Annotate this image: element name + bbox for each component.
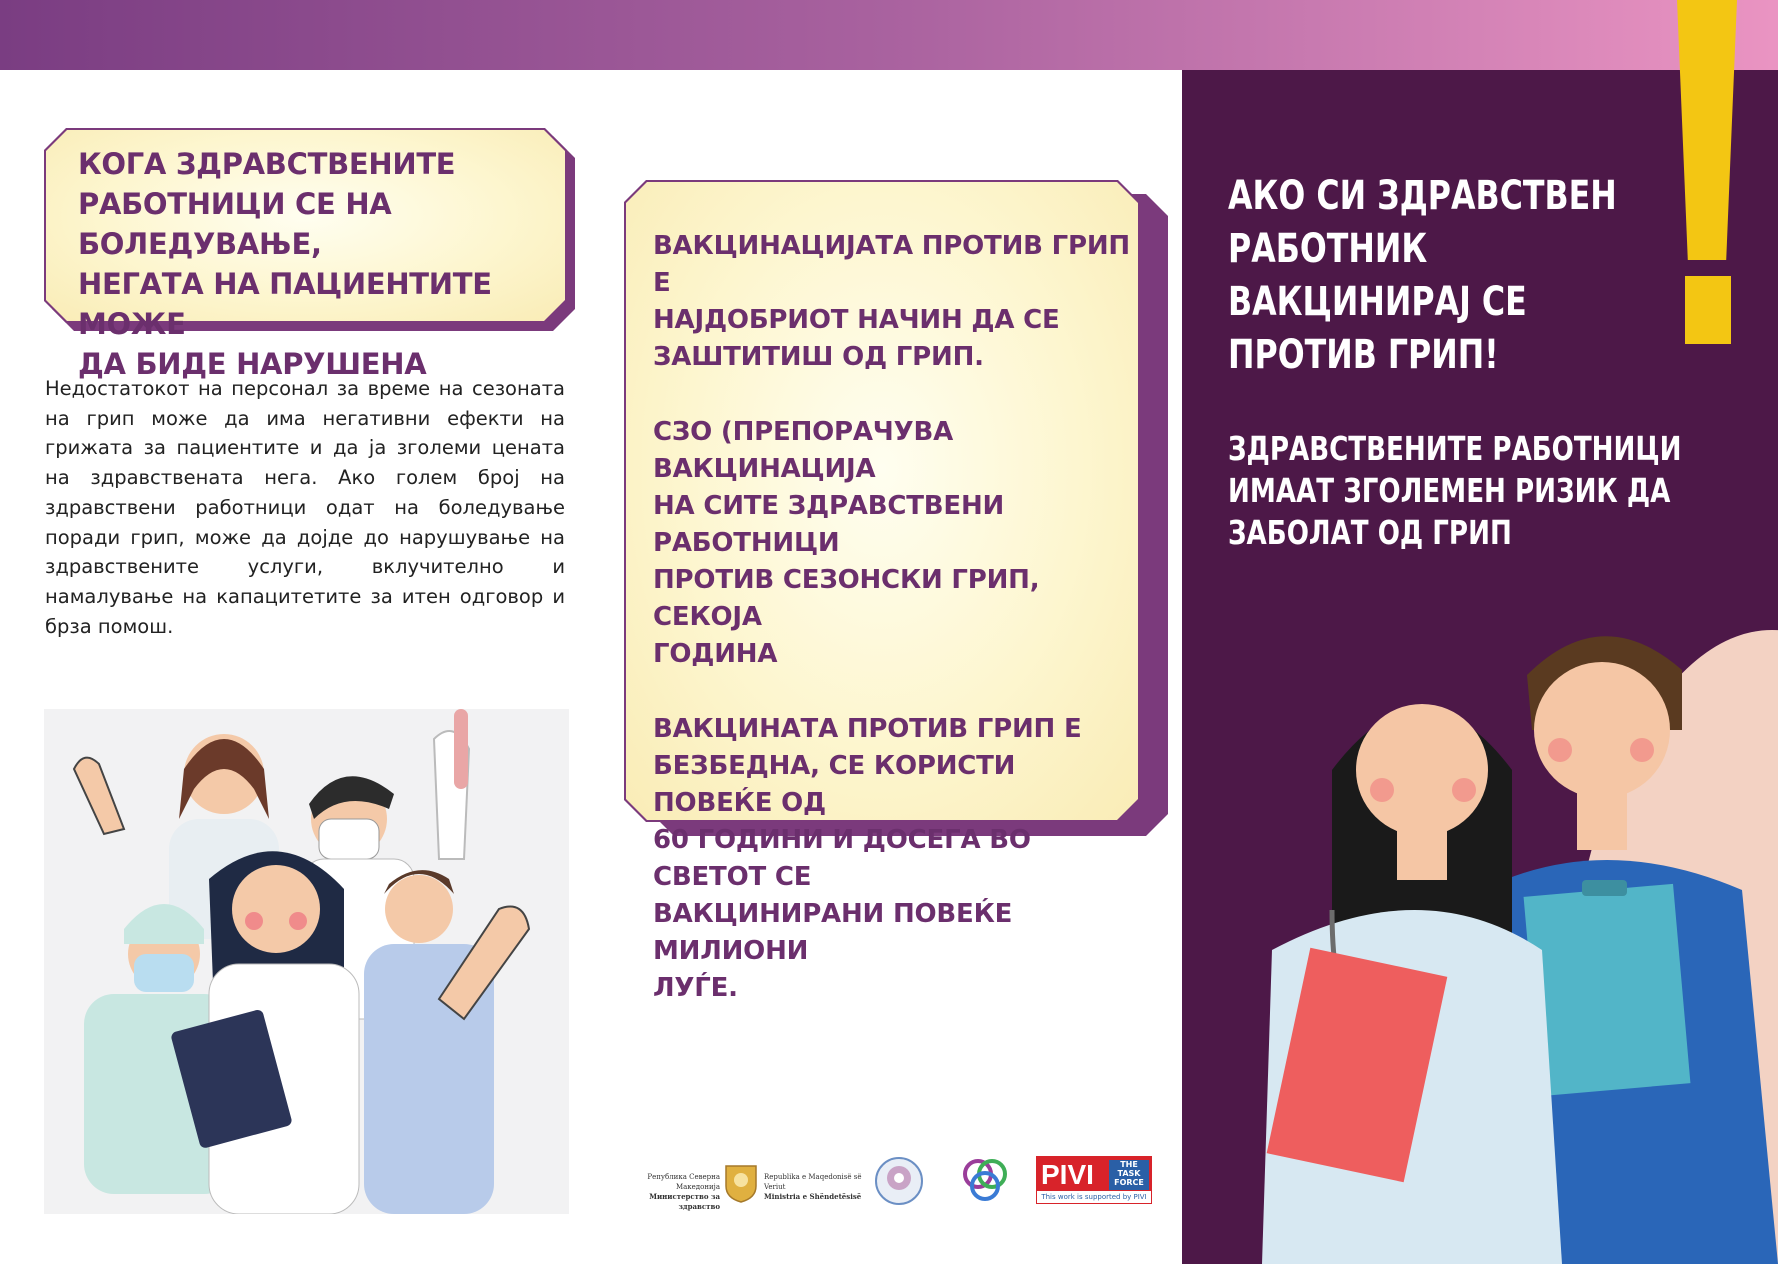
subheadline-line: ЗДРАВСТВЕНИТЕ РАБОТНИЦИ (1228, 429, 1682, 468)
heading-line: КОГА ЗДРАВСТВЕНИТЕ (78, 147, 456, 181)
fact-line: СЗО (ПРЕПОРАЧУВА ВАКЦИНАЦИЈА (653, 417, 954, 484)
headline-line: РАБОТНИК ВАКЦИНИРАЈ СЕ (1228, 226, 1527, 325)
fact-paragraph (653, 414, 1133, 673)
fact-line: НА СИТЕ ЗДРАВСТВЕНИ РАБОТНИЦИ (653, 491, 1005, 558)
heading-line: ДА БИДЕ НАРУШЕНА (78, 347, 427, 381)
heading-line: НЕГАТА НА ПАЦИЕНТИТЕ МОЖЕ (78, 267, 492, 341)
ministry-mk-country: Република Северна Македонија (647, 1173, 720, 1191)
fact-line: БЕЗБЕДНА, СЕ КОРИСТИ ПОВЕЌЕ ОД (653, 751, 1016, 818)
ministry-al-name: Ministria e Shëndetësisë (764, 1192, 862, 1201)
fact-line: ВАКЦИНАТА ПРОТИВ ГРИП Е (653, 714, 1082, 744)
pivi-wordmark: PIVI (1041, 1159, 1094, 1190)
body-paragraph: Недостатокот на персонал за време на сезоната на грип може да има негативни ефекти на грижата за пациентите и да ја зголеми цената на здравствената нега. Ако голем број на здравствени работници одат на боледување поради грип, може да дојде до нарушување на здравствените услуги, вклучително и намалување на капацитетите за итен одговор и брза помош. (45, 377, 565, 638)
facts-box (624, 180, 1140, 1003)
fact-line: ЛУЃЕ. (653, 973, 738, 1003)
fact-paragraph (653, 711, 1133, 1007)
subheadline (1228, 428, 1686, 554)
fact-line: НАЈДОБРИОТ НАЧИН ДА СЕ (653, 305, 1060, 335)
pivi-support-text: This work is supported by PIVI (1037, 1191, 1151, 1203)
subheadline-line: ИМААТ ЗГОЛЕМЕН РИЗИК ДА (1228, 471, 1671, 510)
headline-line: АКО СИ ЗДРАВСТВЕН (1228, 173, 1617, 219)
headline-line: ПРОТИВ ГРИП! (1228, 332, 1499, 378)
association-knot-logo-icon (958, 1154, 1012, 1204)
task-force-logo (1109, 1160, 1149, 1190)
subheadline-line: ЗАБОЛАТ ОД ГРИП (1228, 513, 1512, 552)
fact-line: ВАКЦИНИРАНИ ПОВЕЌЕ МИЛИОНИ (653, 899, 1013, 966)
fact-line: 60 ГОДИНИ И ДОСЕГА ВО СВЕТОТ СЕ (653, 825, 1031, 892)
healthcare-team-illustration (44, 709, 569, 1214)
ministry-mk-name: Министерство за здравство (649, 1192, 720, 1211)
exclamation-dot-icon (1685, 276, 1731, 344)
team-drawing (44, 709, 569, 1214)
task-force-the: THE (1120, 1160, 1138, 1169)
task-force-force: FORCE (1114, 1178, 1144, 1187)
fact-line: ГОДИНА (653, 639, 778, 669)
headline (1228, 170, 1642, 382)
heading-text (78, 144, 558, 384)
pivi-logo (1036, 1156, 1152, 1204)
institute-round-logo-icon (874, 1156, 924, 1206)
fact-line: ВАКЦИНАЦИЈАТА ПРОТИВ ГРИП Е (653, 231, 1130, 298)
fact-line: ПРОТИВ СЕЗОНСКИ ГРИП, СЕКОЈА (653, 565, 1040, 632)
top-gradient-bar (0, 0, 1778, 70)
coat-of-arms-icon (722, 1162, 760, 1204)
fact-paragraph (653, 228, 1133, 376)
task-force-task: TASK (1117, 1169, 1141, 1178)
heading-box (44, 128, 567, 381)
heading-line: РАБОТНИЦИ СЕ НА БОЛЕДУВАЊЕ, (78, 187, 392, 261)
facts-text (653, 228, 1133, 1045)
ministry-al-country: Republika e Maqedonisë së Veriut (764, 1173, 862, 1191)
fact-line: ЗАШТИТИШ ОД ГРИП. (653, 342, 984, 372)
